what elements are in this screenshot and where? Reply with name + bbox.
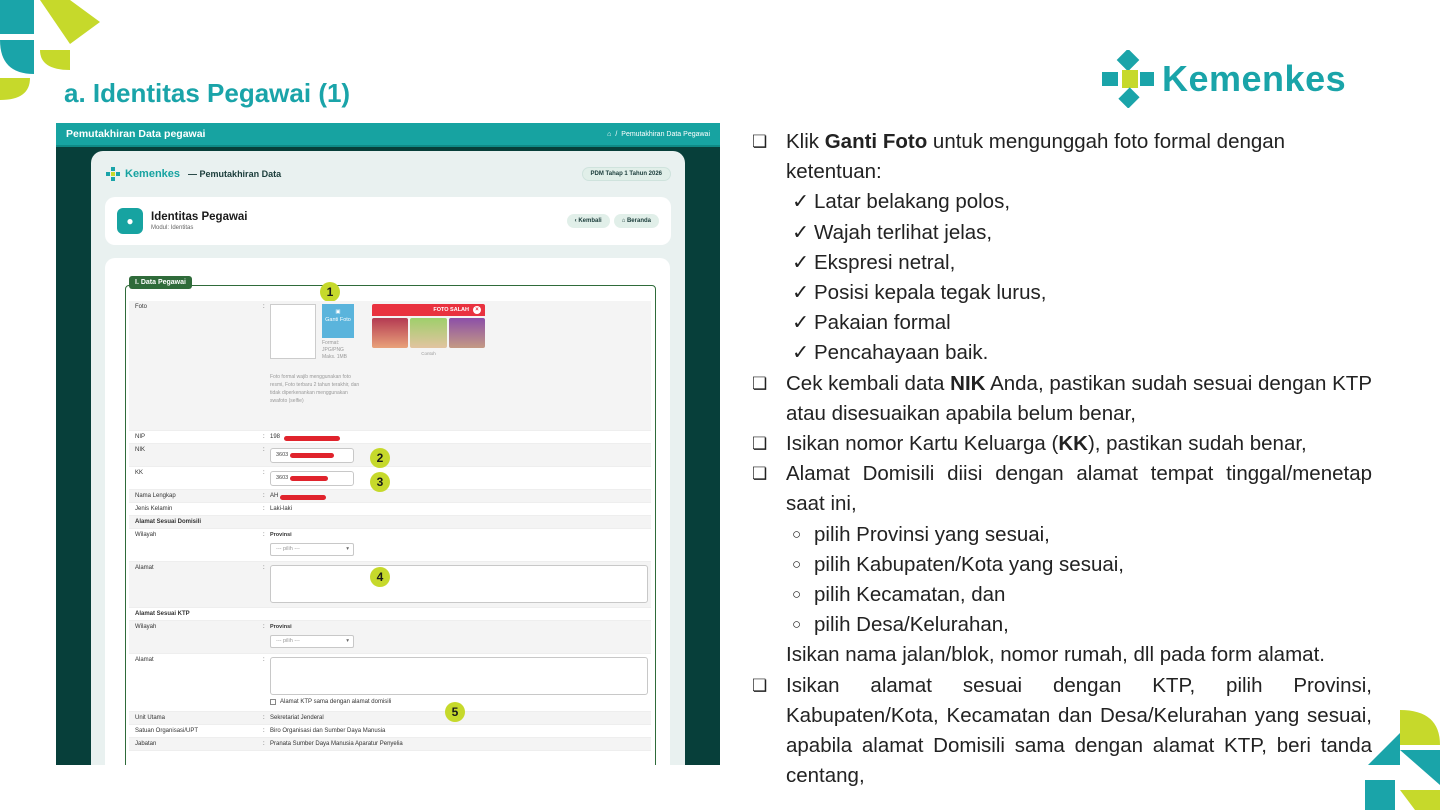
kk-input[interactable]: 3603: [270, 471, 354, 486]
corner-decoration-bottom-right: [1360, 705, 1440, 810]
circle-bullet-icon: ○: [792, 525, 802, 543]
colon: :: [263, 493, 265, 499]
domisili-heading: Alamat Sesuai Domisili: [135, 519, 202, 525]
colon: :: [263, 565, 265, 571]
domisili-step-item: ○ pilih Kecamatan, dan: [752, 580, 1372, 610]
app-topbar: [56, 123, 720, 147]
domisili-step-item: ○ pilih Desa/Kelurahan,: [752, 610, 1372, 640]
breadcrumb-current: Pemutakhiran Data Pegawai: [621, 130, 710, 138]
chevron-down-icon: ▾: [346, 546, 349, 552]
home-icon[interactable]: ⌂: [607, 130, 612, 138]
chevron-down-icon: ▾: [346, 638, 349, 644]
example-image: [449, 318, 485, 348]
satuan-organisasi-row: [129, 725, 651, 738]
example-caption: Contoh: [421, 351, 436, 356]
identity-subtitle: Modul: Identitas: [151, 225, 194, 231]
nama-label: Nama Lengkap: [135, 493, 176, 499]
domisili-step-item: ○ pilih Kabupaten/Kota yang sesuai,: [752, 550, 1372, 580]
provinsi-ktp-select[interactable]: --- pilih --- ▾: [270, 635, 354, 648]
same-address-option: [270, 699, 391, 705]
same-address-checkbox[interactable]: [270, 699, 276, 705]
domisili-heading-row: [129, 516, 651, 529]
domisili-step-item: ○ pilih Provinsi yang sesuai,: [752, 520, 1372, 550]
step-badge-1: 1: [320, 282, 340, 302]
colon: :: [263, 470, 265, 476]
requirement-item: ✓ Pakaian formal: [752, 308, 1372, 338]
requirement-item: ✓ Pencahayaan baik.: [752, 338, 1372, 368]
instruction-line: ketentuan:: [786, 160, 882, 184]
checkbox-bullet-icon: ❏: [752, 434, 768, 454]
kemenkes-logo-icon: [1098, 50, 1156, 108]
circle-bullet-icon: ○: [792, 586, 802, 604]
instruction-domisili: ❏ Alamat Domisili diisi dengan alamat tempat tinggal/menetap saat ini,: [752, 459, 1372, 519]
wilayah-ktp-row: [129, 621, 651, 654]
wrong-photo-title: FOTO SALAH: [433, 307, 469, 313]
check-icon: ✓: [792, 341, 810, 365]
wrong-photo-examples: [372, 304, 485, 357]
period-badge: PDM Tahap 1 Tahun 2026: [582, 167, 671, 181]
app-brand-name: Kemenkes: [125, 168, 181, 180]
provinsi-label: Provinsi: [270, 624, 292, 630]
ganti-foto-label: Ganti Foto: [325, 317, 351, 323]
alamat-domisili-textarea[interactable]: [270, 565, 648, 603]
photo-rules-note: Foto formal wajib menggunakan foto resmi, Foto terbaru 2 tahun terakhir, dan tidak diperkenankan menggunakan swafoto (selfie): [270, 374, 360, 404]
unit-utama-row: [129, 712, 651, 725]
foto-label: Foto: [135, 304, 148, 310]
alamat-domisili-row: [129, 562, 651, 608]
photo-format-note: Format: JPG/PNG Maks. 1MB: [322, 340, 348, 360]
breadcrumb: [607, 131, 710, 138]
kemenkes-logo: [1098, 50, 1346, 108]
checkbox-bullet-icon: ❏: [752, 132, 768, 151]
alamat-ktp-textarea[interactable]: [270, 657, 648, 695]
instruction-ktp: ❏ Isikan alamat sesuai dengan KTP, pilih Provinsi, Kabupaten/Kota, Kecamatan dan Desa/Kelurahan yang sesuai, apabila alamat Domisili sama dengan alamat KTP, beri tanda centang,: [752, 671, 1372, 792]
wilayah-label: Wilayah: [135, 624, 157, 630]
nik-label: NIK: [135, 447, 146, 453]
requirement-item: ✓ Wajah terlihat jelas,: [752, 218, 1372, 248]
step-badge-5: 5: [445, 702, 465, 722]
nip-value: 198: [270, 434, 281, 440]
check-icon: ✓: [792, 281, 810, 305]
requirement-item: ✓ Posisi kepala tegak lurus,: [752, 278, 1372, 308]
home-button[interactable]: ⌂ Beranda: [614, 214, 659, 228]
data-pegawai-form: [105, 258, 670, 765]
form-rows: [129, 301, 651, 751]
wilayah-domisili-row: [129, 529, 651, 562]
redaction-mark: [284, 436, 340, 441]
jabatan-label: Jabatan: [135, 741, 157, 747]
provinsi-label: Provinsi: [270, 532, 292, 538]
satuan-organisasi-label: Satuan Organisasi/UPT: [135, 728, 199, 734]
colon: :: [263, 741, 265, 747]
jenis-kelamin-row: [129, 503, 651, 516]
colon: :: [263, 434, 265, 440]
instruction-nik: ❏ Cek kembali data NIK Anda, pastikan sudah sesuai dengan KTP atau disesuaikan apabila belum benar,: [752, 369, 1372, 429]
provinsi-domisili-select[interactable]: --- pilih --- ▾: [270, 543, 354, 556]
jabatan-value: Pranata Sumber Daya Manusia Aparatur Penyelia: [270, 741, 403, 747]
redaction-mark: [290, 453, 334, 458]
unit-utama-value: Sekretariat Jenderal: [270, 715, 324, 721]
breadcrumb-separator: /: [615, 130, 618, 138]
check-icon: ✓: [792, 250, 810, 274]
kk-label: KK: [135, 470, 144, 476]
checkbox-bullet-icon: ❏: [752, 675, 768, 695]
check-icon: ✓: [792, 190, 810, 214]
ktp-heading-row: [129, 608, 651, 621]
nip-row: [129, 431, 651, 444]
user-icon: ●: [117, 208, 143, 234]
colon: :: [263, 624, 265, 630]
check-icon: ✓: [792, 311, 810, 335]
alamat-label: Alamat: [135, 565, 154, 571]
nama-value: AH: [270, 493, 279, 499]
satuan-organisasi-value: Biro Organisasi dan Sumber Daya Manusia: [270, 728, 386, 734]
nama-row: [129, 490, 651, 503]
ktp-heading: Alamat Sesuai KTP: [135, 611, 190, 617]
foto-row: [129, 301, 651, 431]
check-icon: ✓: [792, 220, 810, 244]
circle-bullet-icon: ○: [792, 616, 802, 634]
kk-row: [129, 467, 651, 490]
brand-name: Kemenkes: [1162, 58, 1347, 99]
colon: :: [263, 447, 265, 453]
colon: :: [263, 715, 265, 721]
jenis-kelamin-value: Laki-laki: [270, 506, 293, 512]
close-icon: ×: [473, 306, 481, 314]
jabatan-row: [129, 738, 651, 751]
ganti-foto-button[interactable]: [322, 304, 354, 338]
camera-icon: ▣: [335, 309, 341, 315]
same-address-label: Alamat KTP sama dengan alamat domisili: [280, 699, 392, 705]
step-badge-4: 4: [370, 567, 390, 587]
photo-requirements: [752, 187, 1372, 368]
redaction-mark: [290, 476, 328, 481]
app-brand-suffix: — Pemutakhiran Data: [188, 169, 282, 179]
checkbox-bullet-icon: ❏: [752, 373, 768, 393]
slide-title: a. Identitas Pegawai (1): [64, 78, 351, 108]
nik-input[interactable]: 3603: [270, 448, 354, 463]
instruction-kk: ❏ Isikan nomor Kartu Keluarga (KK), pastikan sudah benar,: [752, 429, 1372, 459]
requirement-item: ✓ Latar belakang polos,: [752, 187, 1372, 217]
instruction-ganti-foto: ❏ Klik Ganti Foto untuk mengunggah foto formal dengan ketentuan:: [752, 127, 1372, 187]
colon: :: [263, 532, 265, 538]
step-badge-2: 2: [370, 448, 390, 468]
identity-header-card: [105, 197, 671, 245]
instruction-alamat-form: Isikan nama jalan/blok, nomor rumah, dll pada form alamat.: [786, 643, 1325, 667]
colon: :: [263, 657, 265, 663]
app-topbar-title: Pemutakhiran Data pegawai: [66, 128, 206, 140]
alamat-label: Alamat: [135, 657, 154, 663]
back-button[interactable]: ‹ Kembali: [567, 214, 610, 228]
colon: :: [263, 304, 265, 310]
jenis-kelamin-label: Jenis Kelamin: [135, 506, 173, 512]
redaction-mark: [280, 495, 326, 500]
colon: :: [263, 506, 265, 512]
section-label: I. Data Pegawai: [129, 276, 192, 289]
identity-title: Identitas Pegawai: [151, 211, 248, 223]
app-header: [105, 161, 671, 187]
circle-bullet-icon: ○: [792, 555, 802, 573]
nik-row: [129, 444, 651, 467]
app-brand: [105, 166, 281, 182]
domisili-steps: [752, 520, 1372, 641]
colon: :: [263, 728, 265, 734]
checkbox-bullet-icon: ❏: [752, 464, 768, 484]
app-screenshot: [56, 123, 720, 765]
kemenkes-small-logo-icon: [105, 166, 121, 182]
instructions: [752, 127, 1372, 791]
nip-label: NIP: [135, 434, 146, 440]
wilayah-label: Wilayah: [135, 532, 157, 538]
unit-utama-label: Unit Utama: [135, 715, 166, 721]
example-image: [372, 318, 408, 348]
photo-preview: [270, 304, 316, 359]
step-badge-3: 3: [370, 472, 390, 492]
wrong-photo-header: [372, 304, 485, 316]
alamat-ktp-row: [129, 654, 651, 712]
requirement-item: ✓ Ekspresi netral,: [752, 248, 1372, 278]
example-image: [410, 318, 446, 348]
